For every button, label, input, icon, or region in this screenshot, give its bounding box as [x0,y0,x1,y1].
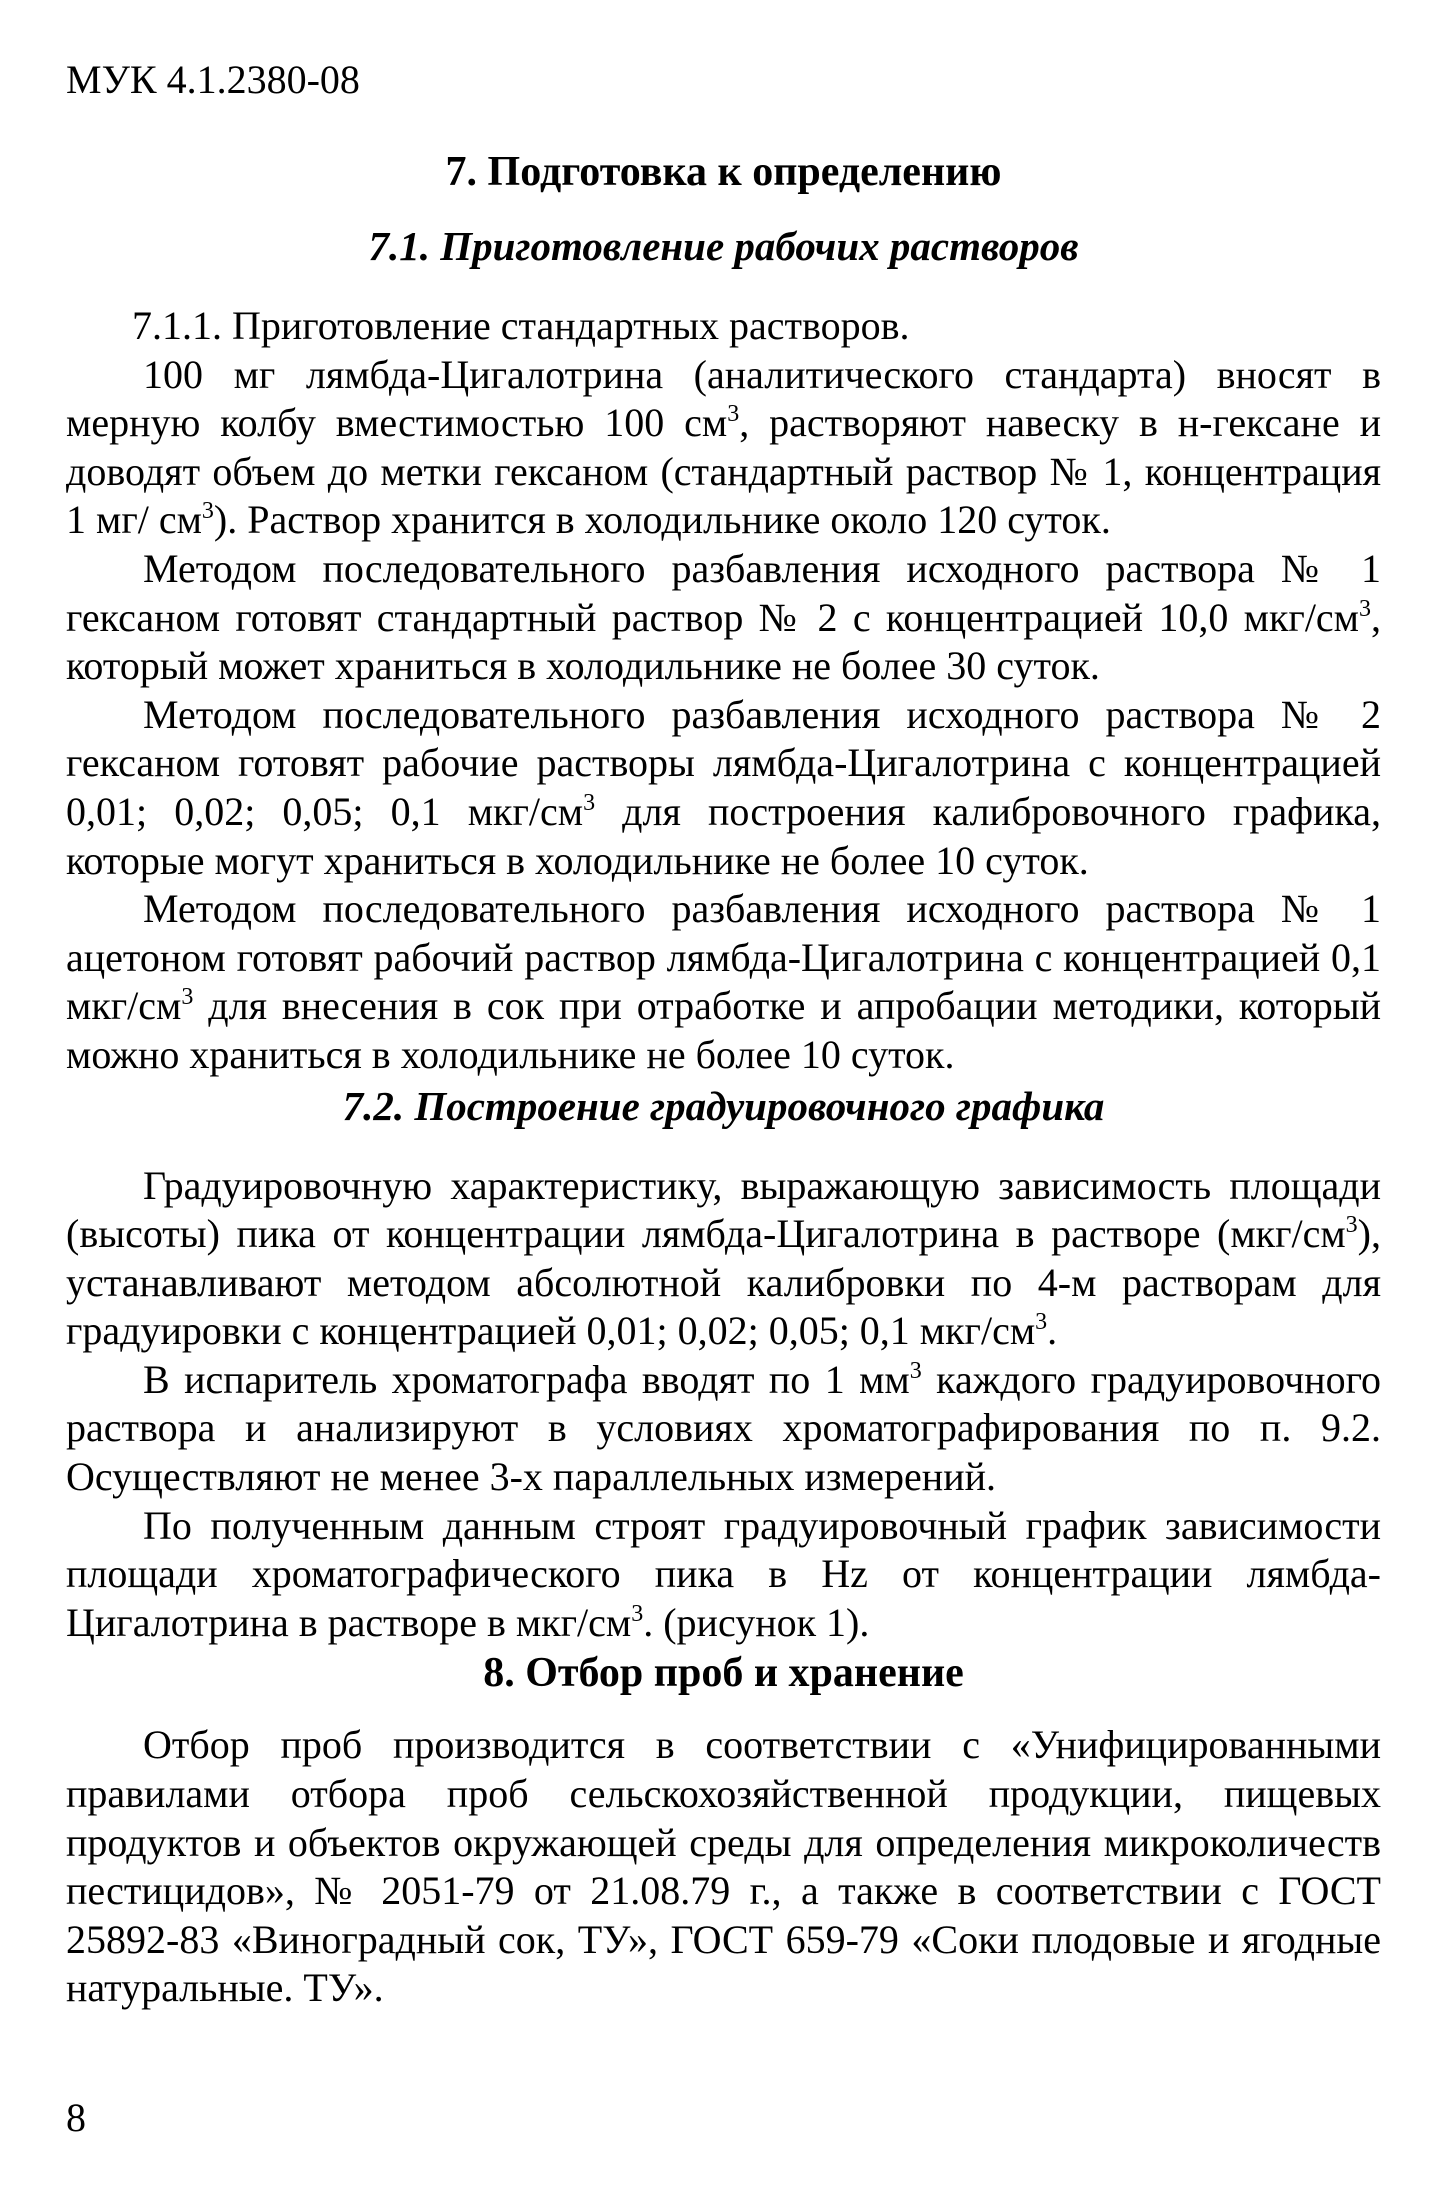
superscript: 3 [1359,595,1371,622]
superscript: 3 [909,1357,922,1384]
section-8-title: 8. Отбор проб и хранение [483,1650,964,1697]
text-fragment: , растворяют навеску в н-гексане и доводят объем до метки гексаном (стандартный раствор № 1, концентрация 1 мг/ см [66,400,1381,543]
text-fragment: , который может храниться в холодильнике не более 30 суток. [66,594,1381,689]
text-fragment: каждого градуировочного раствора и анализируют в условиях хроматографирования по п. 9.2. Осуществляют не менее 3-х параллельных измерений. [66,1356,1381,1500]
superscript: 3 [1035,1309,1048,1336]
text-fragment: для построения калибровочного графика, которые могут храниться в холодильнике не более 10 суток. [66,788,1381,883]
superscript: 3 [201,498,214,525]
text-fragment: . (рисунок 1). [643,1599,870,1645]
paragraph-7-1-1-stock-solution [66,351,1381,545]
paragraph-7-2-injection [66,1356,1381,1502]
superscript: 3 [1345,1212,1358,1239]
item-7-1-1-title: 7.1.1. Приготовление стандартных растворов. [132,303,910,348]
text-fragment: 100 мг лямбда-Цигалотрина (аналитического стандарта) вносят в мерную колбу вместимостью 100 см [66,351,1381,446]
text-fragment: Методом последовательного разбавления исходного раствора № 1 гексаном готовят стандартный раствор № 2 с концентрацией 10,0 мкг/см [66,545,1381,640]
paragraph-7-1-1-solution-2 [66,545,1381,691]
paragraph-7-2-graph [66,1502,1381,1648]
superscript: 3 [181,984,194,1011]
page-number: 8 [66,2095,86,2140]
superscript: 3 [631,1600,644,1627]
paragraph-7-2-calibration [66,1162,1381,1356]
text-fragment: Методом последовательного разбавления исходного раствора № 2 гексаном готовят рабочие растворы лямбда-Цигалотрина с концентрацией 0,01; 0,02; 0,05; 0,1 мкг/см [66,691,1381,834]
superscript: 3 [727,401,740,428]
text-fragment: ). Раствор хранится в холодильнике около 120 суток. [213,497,1111,543]
document-code: МУК 4.1.2380-08 [66,57,360,102]
text-fragment: По полученным данным строят градуировочный график зависимости площади хроматографического пика в Hz от концентрации лямбда-Цигалотрина в растворе в мкг/см [66,1502,1381,1645]
page-content [66,146,1381,2013]
text-fragment: для внесения в сок при отработке и апробации методики, который можно храниться в холодильнике не более 10 суток. [66,983,1381,1077]
subsection-7-2-title: 7.2. Построение градуировочного графика [342,1082,1105,1129]
text-fragment: Методом последовательного разбавления исходного раствора № 1 ацетоном готовят рабочий раствор лямбда-Цигалотрина с концентрацией 0,1 мкг/см [66,886,1381,1029]
paragraph-7-1-1-working-solutions [66,691,1381,885]
subsection-7-1-title: 7.1. Приготовление рабочих растворов [368,223,1079,269]
text-fragment: В испаритель хроматографа вводят по 1 мм [143,1356,910,1402]
superscript: 3 [583,789,596,816]
text-fragment: Градуировочную характеристику, выражающую зависимость площади (высоты) пика от концентрации лямбда-Цигалотрина в растворе (мкг/см [66,1162,1381,1257]
text-fragment: ), устанавливают методом абсолютной калибровки по 4-м растворам для градуировки с концентрацией 0,01; 0,02; 0,05; 0,1 мкг/см [66,1211,1381,1354]
paragraph-7-1-1-acetone-solution [66,885,1381,1079]
section-7-title: 7. Подготовка к определению [445,149,1002,195]
text-fragment: . [1047,1308,1058,1354]
paragraph-8-sampling: Отбор проб производится в соответствии с «Унифицированными правилами отбора проб сельскохозяйственной продукции, пищевых продуктов и объектов окружающей среды для определения микроколичеств пестицидов», № 2051-79 от 21.08.79 г., а также в соответствии с ГОСТ 25892-83 «Виноградный сок, ТУ», ГОСТ 659-79 «Соки плодовые и ягодные натуральные. ТУ». [66,1722,1381,2011]
